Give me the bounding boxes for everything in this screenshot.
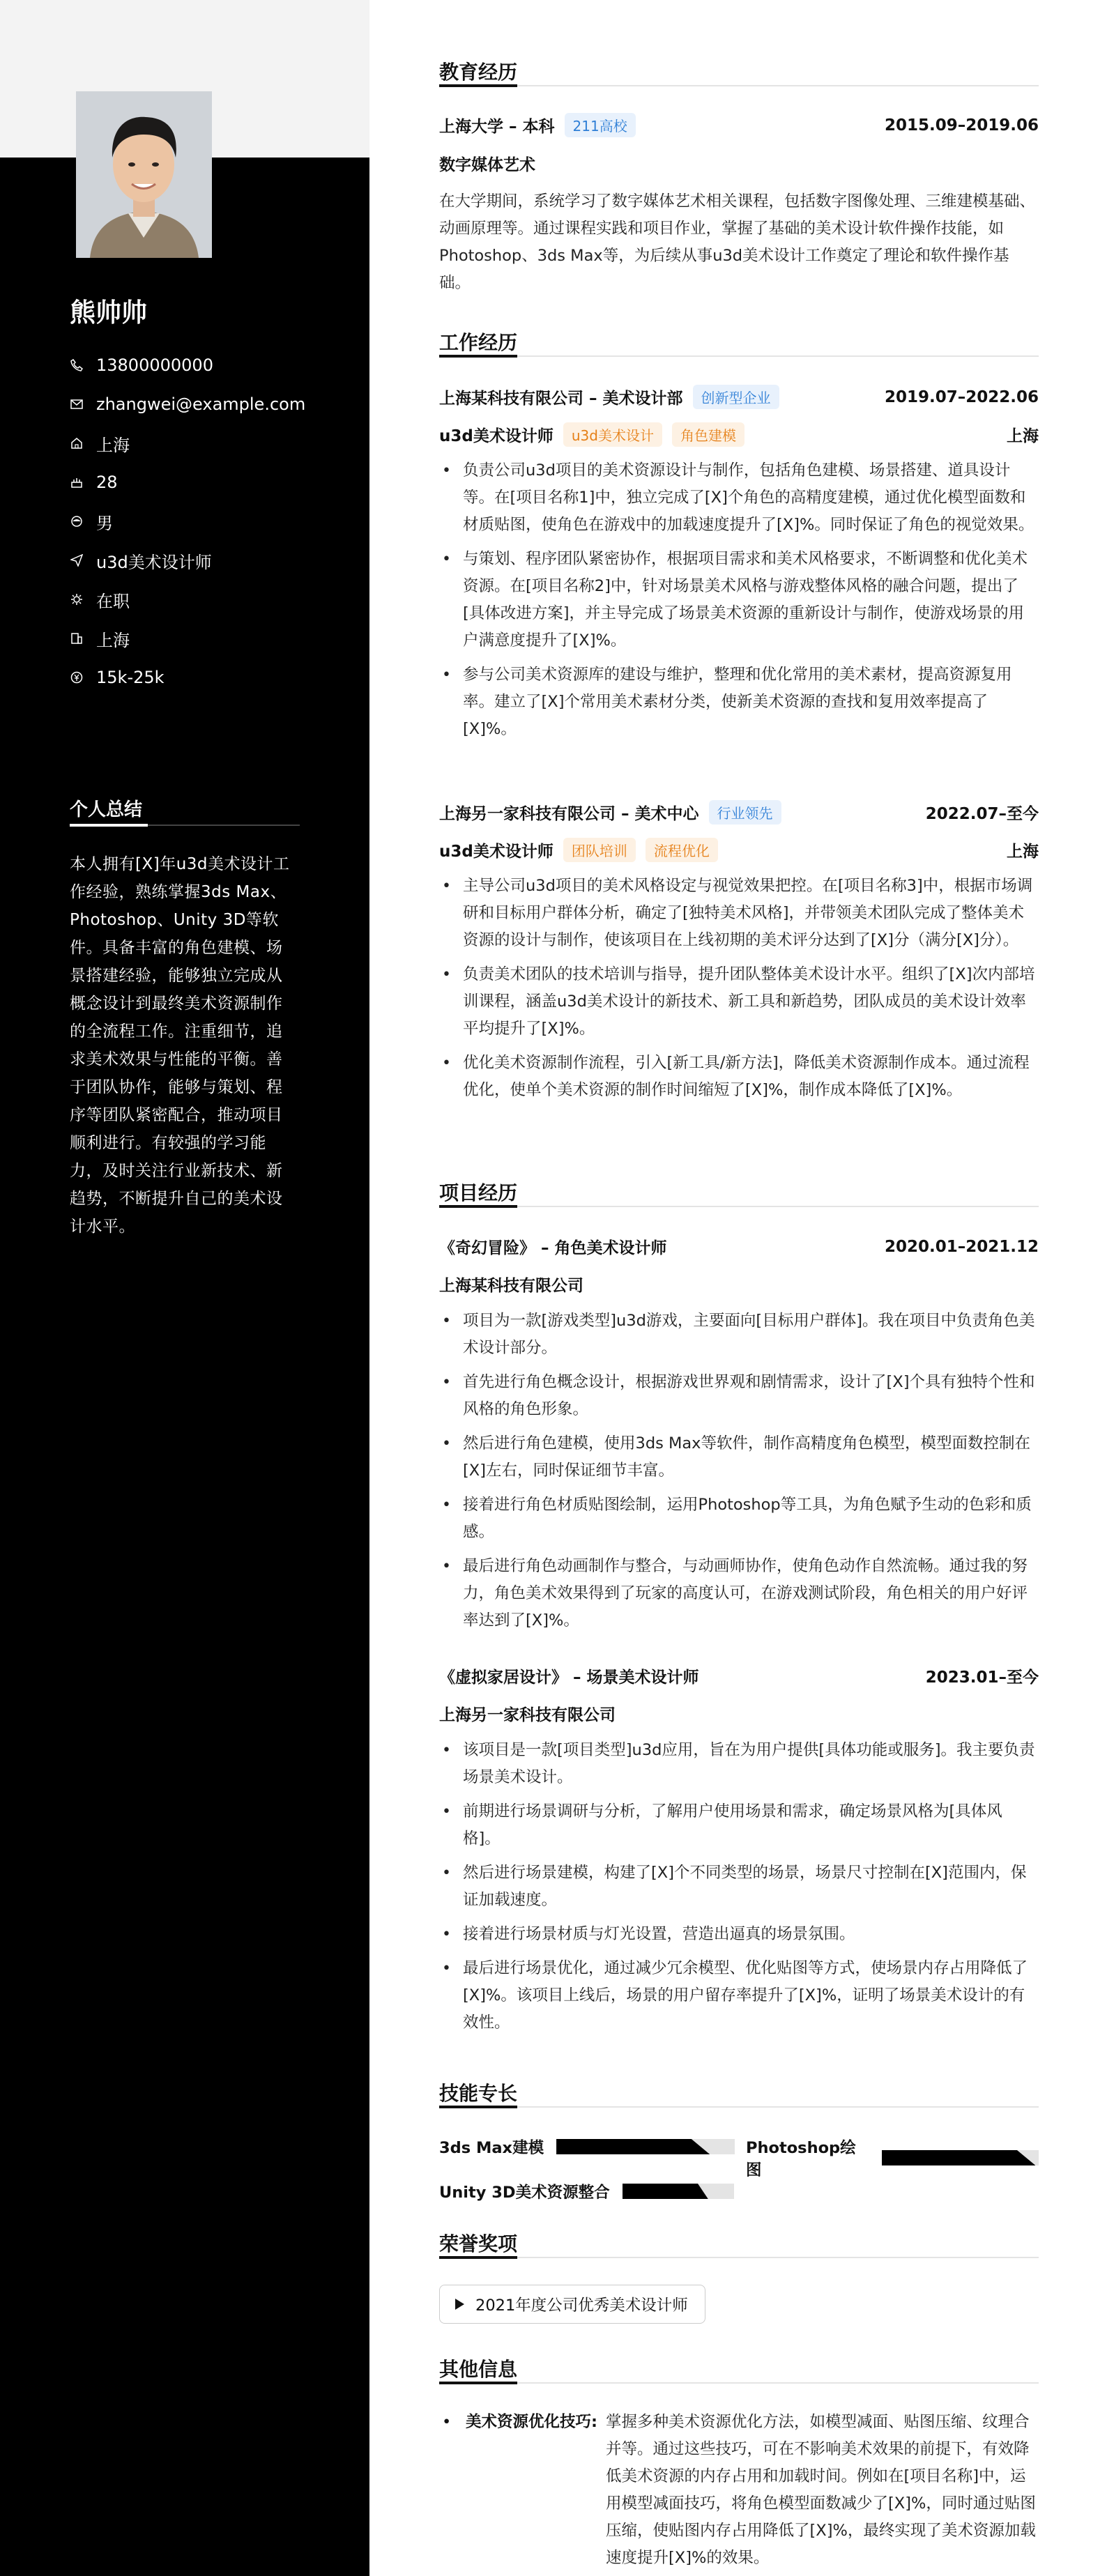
job-1-tag: 创新型企业 — [693, 385, 779, 409]
work-title: 工作经历 — [439, 331, 518, 354]
summary-text: 本人拥有[X]年u3d美术设计工作经验，熟练掌握3ds Max、Photoshop、Unity 3D等软件。具备丰富的角色建模、场景搭建经验，能够独立完成从概念设计到最终美术资源制作的全流程工作。注重细节，追求美术效果与性能的平衡。善于团队协作，能够与策划、程序等团队紧密配合，推动项目顺利进行。有较强的学习能力，及时关注行业新技术、新趋势，不断提升自己的美术设计水平。 — [70, 855, 290, 1236]
candidate-name: 熊帅帅 — [70, 298, 147, 328]
other-item — [439, 2409, 1039, 2572]
avatar-image — [76, 91, 212, 258]
summary-divider — [70, 825, 300, 826]
status-icon — [70, 592, 84, 606]
project-1-bullet: • 然后进行角色建模，使用3ds Max等软件，制作高精度角色模型，模型面数控制在[X]左右，同时保证细节丰富。 — [439, 1430, 1039, 1485]
project-2-date: 2023.01–至今 — [925, 1669, 1039, 1687]
project-1-bullet: • 首先进行角色概念设计，根据游戏世界观和剧情需求，设计了[X]个具有独特个性和风格的角色形象。 — [439, 1369, 1039, 1423]
skill-name: Unity 3D美术资源整合 — [439, 2184, 610, 2202]
project-2-bullet: • 最后进行场景优化，通过减少冗余模型、优化贴图等方式，使场景内存占用降低了[X]%。该项目上线后，场景的用户留存率提升了[X]%，证明了场景美术设计的有效性。 — [439, 1955, 1039, 2037]
info-location-value: 上海 — [96, 435, 130, 455]
send-icon — [70, 553, 84, 567]
work-divider — [439, 355, 1039, 357]
project-1-header — [439, 1235, 1039, 1258]
info-phone-value: 13800000000 — [96, 355, 213, 375]
job-1-bullet: • 负责公司u3d项目的美术资源设计与制作，包括角色建模、场景搭建、道具设计等。在[项目名称1]中，独立完成了[X]个角色的高精度建模，通过优化模型面数和材质贴图，使角色在游戏中的加载速度提升了[X]%。同时保证了角色的视觉效果。 — [439, 457, 1039, 539]
skills-title: 技能专长 — [439, 2082, 518, 2105]
summary-title: 个人总结 — [70, 799, 143, 820]
info-status-value: 在职 — [96, 591, 130, 611]
project-1-bullet: • 最后进行角色动画制作与整合，与动画师协作，使角色动作自然流畅。通过我的努力，角色美术效果得到了玩家的高度认可，在游戏测试阶段，角色相关的用户好评率达到了[X]%。 — [439, 1553, 1039, 1634]
info-salary-value: 15k-25k — [96, 668, 165, 687]
job-1-header — [439, 385, 1039, 409]
education-header — [439, 113, 1039, 137]
other-item-text: 掌握多种美术资源优化方法，如模型减面、贴图压缩、纹理合并等。通过这些技巧，可在不影响美术效果的前提下，有效降低美术资源的内存占用和加载时间。例如在[项目名称]中，运用模型减面技巧，将角色模型面数减少了[X]%，同时通过贴图压缩，使贴图内存占用降低了[X]%，最终实现了美术资源加载速度提升[X]%的效果。 — [606, 2413, 1036, 2567]
info-phone — [70, 346, 305, 385]
awards-title: 荣誉奖项 — [439, 2232, 518, 2255]
education-school: 上海大学 – 本科 — [439, 118, 555, 136]
job-2-role-row — [439, 838, 1039, 862]
job-2-tag: 行业领先 — [709, 800, 781, 825]
projects-title: 项目经历 — [439, 1181, 518, 1204]
info-workplace-value: 上海 — [96, 630, 130, 650]
project-1-bullet: • 接着进行角色材质贴图绘制，运用Photoshop等工具，为角色赋予生动的色彩和质感。 — [439, 1492, 1039, 1546]
skill-bar — [623, 2184, 734, 2199]
projects-divider — [439, 1206, 1039, 1207]
phone-icon — [70, 358, 84, 372]
project-1-bullet: • 项目为一款[游戏类型]u3d游戏，主要面向[目标用户群体]。我在项目中负责角色美术设计部分。 — [439, 1308, 1039, 1362]
project-2-bullet: • 然后进行场景建模，构建了[X]个不同类型的场景，场景尺寸控制在[X]范围内，保证加载速度。 — [439, 1860, 1039, 1914]
award-item[interactable] — [439, 2285, 705, 2324]
info-age — [70, 463, 305, 502]
info-gender — [70, 502, 305, 541]
project-1-name: 《奇幻冒险》 – 角色美术设计师 — [439, 1239, 667, 1257]
project-1-date: 2020.01–2021.12 — [884, 1237, 1039, 1256]
education-title: 教育经历 — [439, 61, 518, 84]
gender-icon — [70, 514, 84, 528]
job-1-bullet: • 参与公司美术资源库的建设与维护，整理和优化常用的美术素材，提高资源复用率。建立了[X]个常用美术素材分类，使新美术资源的查找和复用效率提高了[X]%。 — [439, 661, 1039, 743]
project-2-company-row — [439, 1702, 1039, 1725]
building-icon — [70, 631, 84, 645]
info-gender-value: 男 — [96, 513, 113, 533]
skill-bar-fill — [556, 2139, 710, 2154]
project-1-company: 上海某科技有限公司 — [439, 1277, 583, 1295]
job-2-role-tag-2: 流程优化 — [646, 838, 718, 862]
job-1-bullet: • 与策划、程序团队紧密协作，根据项目需求和美术风格要求，不断调整和优化美术资源。在[项目名称2]中，针对场景美术风格与游戏整体风格的融合问题，提出了[具体改进方案]，并主导完成了场景美术资源的重新设计与制作，使游戏场景的用户满意度提升了[X]%。 — [439, 546, 1039, 654]
bullet-dot: • — [442, 2413, 452, 2431]
job-2-header — [439, 800, 1039, 825]
education-major: 数字媒体艺术 — [439, 156, 535, 174]
project-1-company-row — [439, 1273, 1039, 1296]
skill-bar-fill — [882, 2150, 1036, 2165]
info-position — [70, 541, 305, 580]
project-1-bullets — [439, 1308, 1039, 1641]
project-2-bullet: • 接着进行场景材质与灯光设置，营造出逼真的场景氛围。 — [439, 1921, 1039, 1948]
skill-item — [439, 2136, 735, 2158]
project-2-bullets — [439, 1737, 1039, 2044]
project-2-bullet: • 前期进行场景调研与分析，了解用户使用场景和需求，确定场景风格为[具体风格]。 — [439, 1798, 1039, 1853]
job-1-role-tag-2: 角色建模 — [672, 422, 745, 447]
job-2-role-tag-1: 团队培训 — [563, 838, 636, 862]
job-1-role: u3d美术设计师 — [439, 427, 554, 445]
job-2-company: 上海另一家科技有限公司 – 美术中心 — [439, 805, 699, 823]
info-age-value: 28 — [96, 473, 118, 492]
contact-info-list — [70, 346, 305, 697]
skill-item — [746, 2136, 1039, 2180]
skill-name: Photoshop绘图 — [746, 2139, 856, 2179]
awards-divider — [439, 2257, 1039, 2258]
job-1-bullets — [439, 457, 1039, 750]
job-2-bullets — [439, 873, 1039, 1111]
project-2-bullet: • 该项目是一款[项目类型]u3d应用，旨在为用户提供[具体功能或服务]。我主要负责场景美术设计。 — [439, 1737, 1039, 1791]
skill-bar — [882, 2150, 1039, 2165]
education-date: 2015.09–2019.06 — [884, 116, 1039, 135]
education-major-row — [439, 152, 1039, 175]
education-desc: 在大学期间，系统学习了数字媒体艺术相关课程，包括数字图像处理、三维建模基础、动画原理等。通过课程实践和项目作业，掌握了基础的美术设计软件操作技能，如Photoshop、3ds Max等，为后续从事u3d美术设计工作奠定了理论和软件操作基础。 — [439, 192, 1036, 292]
education-tag: 211高校 — [565, 113, 636, 137]
job-2-city: 上海 — [1007, 843, 1039, 861]
info-status — [70, 580, 305, 619]
job-1-role-tag-1: u3d美术设计 — [563, 422, 662, 447]
skill-bar-fill — [623, 2184, 708, 2199]
job-1-company: 上海某科技有限公司 – 美术设计部 — [439, 390, 683, 408]
skill-name: 3ds Max建模 — [439, 2139, 544, 2157]
mail-icon — [70, 397, 84, 411]
award-label: 2021年度公司优秀美术设计师 — [475, 2297, 688, 2315]
avatar — [76, 91, 212, 258]
education-divider — [439, 85, 1039, 86]
project-2-header — [439, 1664, 1039, 1687]
job-2-bullet: • 主导公司u3d项目的美术风格设定与视觉效果把控。在[项目名称3]中，根据市场调研和目标用户群体分析，确定了[独特美术风格]，并带领美术团队完成了整体美术资源的设计与制作，使该项目在上线初期的美术评分达到了[X]分（满分[X]分）。 — [439, 873, 1039, 954]
skills-divider — [439, 2106, 1039, 2108]
skill-bar — [556, 2139, 735, 2154]
job-2-bullet: • 负责美术团队的技术培训与指导，提升团队整体美术设计水平。组织了[X]次内部培训课程，涵盖u3d美术设计的新技术、新工具和新趋势，团队成员的美术设计效率平均提升了[X]%。 — [439, 961, 1039, 1043]
other-title: 其他信息 — [439, 2358, 518, 2381]
sidebar — [0, 0, 369, 2576]
info-location — [70, 424, 305, 463]
job-2-bullet: • 优化美术资源制作流程，引入[新工具/新方法]，降低美术资源制作成本。通过流程优化，使单个美术资源的制作时间缩短了[X]%，制作成本降低了[X]%。 — [439, 1050, 1039, 1104]
info-salary — [70, 658, 305, 697]
other-item-label: 美术资源优化技巧: — [466, 2413, 597, 2431]
info-position-value: u3d美术设计师 — [96, 552, 212, 572]
home-icon — [70, 436, 84, 450]
project-2-company: 上海另一家科技有限公司 — [439, 1706, 616, 1724]
job-1-date: 2019.07–2022.06 — [884, 388, 1039, 406]
other-divider — [439, 2382, 1039, 2384]
salary-icon — [70, 670, 84, 684]
info-email — [70, 385, 305, 424]
info-workplace — [70, 619, 305, 658]
job-2-role: u3d美术设计师 — [439, 843, 554, 861]
project-2-name: 《虚拟家居设计》 – 场景美术设计师 — [439, 1669, 699, 1687]
job-2-date: 2022.07–至今 — [925, 805, 1039, 823]
skill-item — [439, 2180, 734, 2202]
play-triangle-icon — [455, 2299, 464, 2310]
job-1-role-row — [439, 422, 1039, 447]
info-email-value: zhangwei@example.com — [96, 394, 306, 414]
cake-icon — [70, 475, 84, 489]
job-1-city: 上海 — [1007, 427, 1039, 445]
